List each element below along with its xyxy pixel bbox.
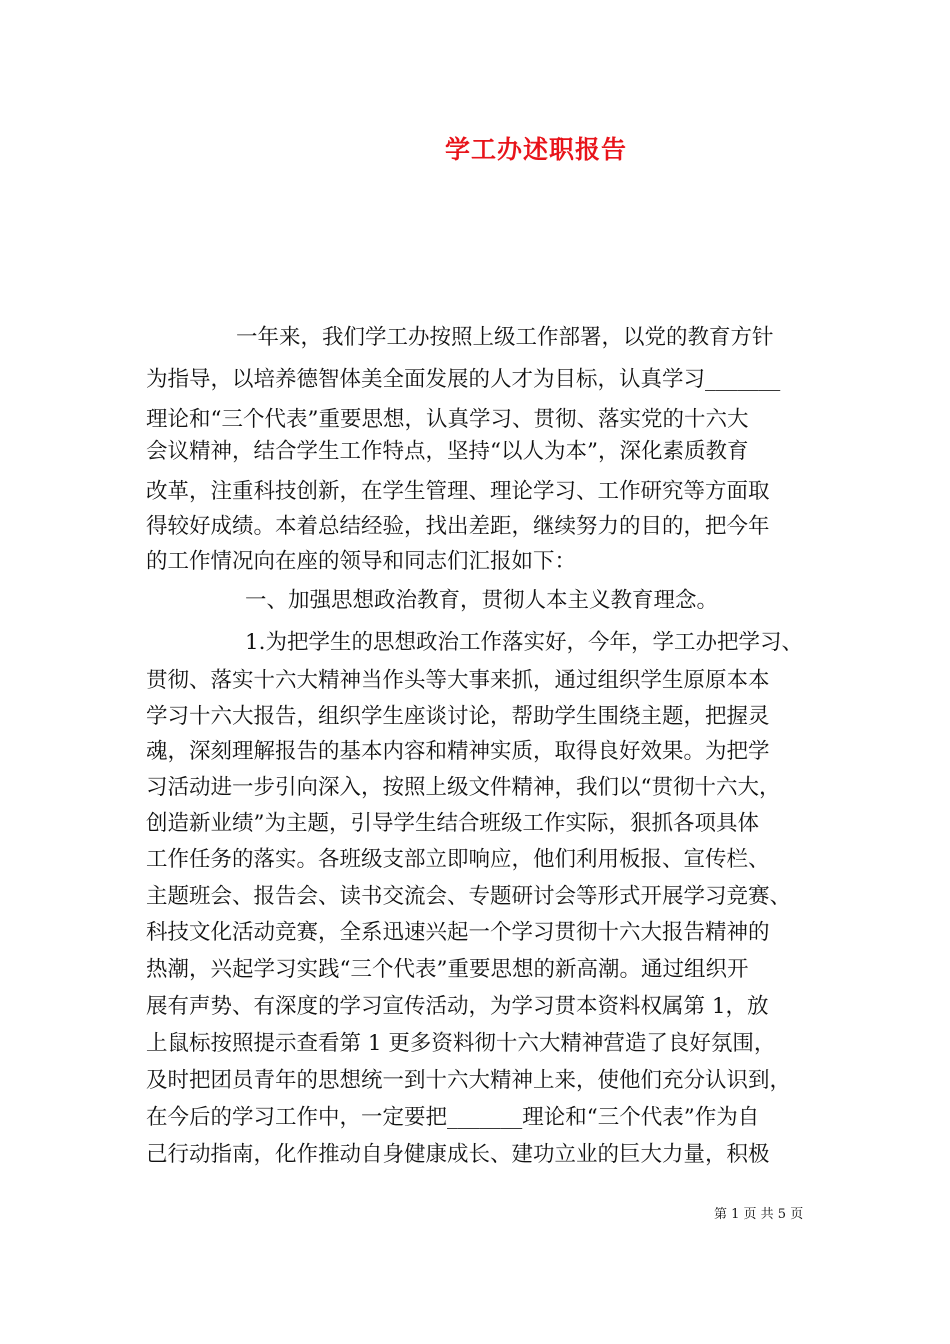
- page-number: 第 1 页 共 5 页: [714, 1207, 804, 1222]
- paragraph-line: 展有声势、有深度的学习宣传活动，为学习贯本资料权属第 1，放: [146, 994, 769, 1019]
- paragraph-line: 己行动指南，化作推动自身健康成长、建功立业的巨大力量，积极: [146, 1142, 770, 1167]
- paragraph-line: 理论和“三个代表”重要思想，认真学习、贯彻、落实党的十六大: [146, 407, 749, 432]
- paragraph-line: 一年来，我们学工办按照上级工作部署，以党的教育方针: [236, 325, 774, 350]
- paragraph-line: 为指导，以培养德智体美全面发展的人才为目标，认真学习_______: [146, 367, 781, 392]
- paragraph-line: 工作任务的落实。各班级支部立即响应，他们利用板报、宣传栏、: [146, 847, 770, 872]
- paragraph-line: 1.为把学生的思想政治工作落实好，今年，学工办把学习、: [245, 630, 804, 655]
- document-title: 学工办述职报告: [444, 135, 627, 164]
- paragraph-line: 科技文化活动竞赛，全系迅速兴起一个学习贯彻十六大报告精神的: [146, 920, 770, 945]
- paragraph-line: 魂，深刻理解报告的基本内容和精神实质，取得良好效果。为把学: [146, 739, 770, 764]
- paragraph-line: 的工作情况向在座的领导和同志们汇报如下：: [146, 549, 577, 574]
- paragraph-line: 创造新业绩”为主题，引导学生结合班级工作实际，狠抓各项具体: [146, 811, 759, 836]
- paragraph-line: 学习十六大报告，组织学生座谈讨论，帮助学生围绕主题，把握灵: [146, 704, 770, 729]
- paragraph-line: 在今后的学习工作中，一定要把_______理论和“三个代表”作为自: [146, 1105, 760, 1130]
- paragraph-line: 上鼠标按照提示查看第 1 更多资料彻十六大精神营造了良好氛围，: [146, 1031, 776, 1056]
- paragraph-line: 改革，注重科技创新，在学生管理、理论学习、工作研究等方面取: [146, 479, 770, 504]
- paragraph-line: 贯彻、落实十六大精神当作头等大事来抓，通过组织学生原原本本: [146, 668, 770, 693]
- paragraph-line: 习活动进一步引向深入，按照上级文件精神，我们以“贯彻十六大，: [146, 775, 781, 800]
- paragraph-line: 及时把团员青年的思想统一到十六大精神上来，使他们充分认识到，: [146, 1068, 792, 1093]
- paragraph-line: 热潮，兴起学习实践“三个代表”重要思想的新高潮。通过组织开: [146, 957, 749, 982]
- paragraph-line: 会议精神，结合学生工作特点，坚持“以人为本”，深化素质教育: [146, 439, 749, 464]
- paragraph-line: 得较好成绩。本着总结经验，找出差距，继续努力的目的，把今年: [146, 514, 770, 539]
- section-heading: 一、加强思想政治教育，贯彻人本主义教育理念。: [245, 588, 719, 613]
- paragraph-line: 主题班会、报告会、读书交流会、专题研讨会等形式开展学习竞赛、: [146, 884, 792, 909]
